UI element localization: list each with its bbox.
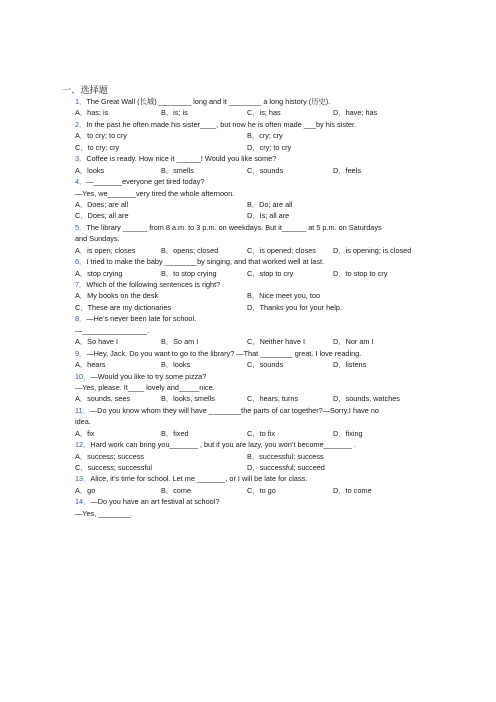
options-row [75, 485, 435, 496]
question-number: 12． [75, 440, 91, 450]
question-stem [75, 256, 435, 267]
answer-option: A．sounds, sees [75, 394, 131, 404]
answer-option: B．is; is [161, 108, 188, 118]
question-stem-continued [75, 508, 435, 519]
answer-option: D．sounds, watches [333, 394, 400, 404]
question-number: 6． [75, 257, 87, 267]
answer-option: C．Does; all are [75, 211, 129, 221]
question-text: The Great Wall (长城) ________ long and it ________ a long history (历史). [86, 97, 331, 106]
answer-option: C．is; has [247, 108, 281, 118]
answer-option: C．to cry; cry [75, 142, 120, 152]
question-stem [75, 313, 435, 324]
answer-option: B．fixed [161, 428, 189, 438]
options-row [75, 336, 435, 347]
question-number: 14． [75, 497, 91, 507]
question-number: 8． [75, 314, 87, 324]
options-row [75, 245, 435, 256]
question-item [75, 348, 435, 371]
question-number: 10． [75, 371, 91, 381]
question-item [75, 256, 435, 279]
question-item [75, 405, 435, 439]
question-text: —________________. [75, 325, 150, 335]
answer-option: A．is open; closes [75, 245, 136, 255]
answer-option: D．cry; to cry [247, 142, 292, 152]
answer-option: B．to stop crying [161, 268, 217, 278]
answer-option: D．successful; succeed [247, 463, 325, 472]
answer-option: A．has; is [75, 108, 109, 118]
answer-option: C．hears, turns [247, 394, 299, 404]
answer-option: B．cry; cry [247, 131, 283, 141]
answer-option: A．success; success [75, 451, 144, 461]
answer-option: B．come [161, 485, 192, 495]
answer-option: B．Do; are all [247, 199, 293, 209]
answer-option: A．hears [75, 360, 106, 370]
question-stem [75, 176, 435, 187]
question-stem [75, 153, 435, 164]
answer-option: D．have; has [333, 108, 378, 118]
options-row [75, 451, 435, 462]
question-item [75, 473, 435, 496]
answer-option: A．go [75, 485, 96, 495]
section-title: 一、选择题 [62, 85, 108, 95]
options-row [75, 393, 435, 404]
options-row [75, 165, 435, 176]
question-number: 11． [75, 405, 90, 415]
answer-option: A．looks [75, 165, 105, 175]
answer-option: C．is opened; closes [247, 245, 316, 255]
answer-option: D．fixing [333, 428, 363, 438]
options-row [75, 130, 435, 141]
options-row [75, 302, 435, 313]
options-row [75, 462, 435, 473]
question-text: —Do you have an art festival at school? [90, 497, 220, 507]
question-item [75, 279, 435, 313]
answer-option: C．Neither have I [247, 337, 305, 347]
answer-option: D．listens [333, 360, 367, 370]
question-item [75, 313, 435, 347]
answer-option: A．My books on the desk [75, 291, 159, 301]
options-row [75, 268, 435, 279]
question-text: I tried to make the baby ________by singing, and that worked well at last. [86, 257, 325, 267]
answer-option: C．sounds [247, 165, 284, 175]
answer-option: A．Does; are all [75, 199, 129, 209]
options-row [75, 107, 435, 118]
answer-option: D．Thanks you for your help. [247, 302, 342, 312]
question-stem [75, 96, 435, 107]
question-text: Coffee is ready. How nice it ______! Would you like some? [86, 154, 277, 164]
question-text: —Hey, Jack. Do you want to go to the library? —That ________ great. I love reading. [86, 348, 362, 358]
question-stem-continued [75, 188, 435, 199]
question-text: Hard work can bring you_______ , but if you are lazy, you won’t become_______ . [90, 440, 356, 450]
question-stem-continued [75, 325, 435, 336]
question-number: 3． [75, 154, 87, 164]
answer-option: C．success; successful [75, 463, 153, 472]
question-item [75, 119, 435, 153]
answer-option: A．to cry; to cry [75, 131, 127, 141]
answer-option: C．to go [247, 485, 276, 495]
answer-option: D．feels [333, 165, 361, 175]
options-row [75, 359, 435, 370]
question-number: 2． [75, 119, 87, 129]
question-item [75, 371, 435, 405]
answer-option: C．These are my dictionaries [75, 302, 172, 312]
question-stem-continued [75, 382, 435, 393]
question-number: 9． [75, 348, 87, 358]
question-stem [75, 119, 435, 130]
options-row [75, 290, 435, 301]
question-text: The library ______ from 8 a.m. to 3 p.m. on weekdays. But it______ at 5 p.m. on Saturdays [86, 222, 382, 232]
answer-option: B．Nice meet you, too [247, 291, 321, 301]
question-stem-continued [75, 233, 435, 244]
question-stem [75, 439, 435, 450]
question-number: 1． [75, 97, 87, 106]
question-stem [75, 496, 435, 507]
question-text: Which of the following sentences is right? [86, 280, 221, 289]
answer-option: B．So am I [161, 337, 199, 347]
answer-option: A．stop crying [75, 268, 123, 278]
answer-option: D．Nor am I [333, 337, 374, 347]
options-row [75, 142, 435, 153]
answer-option: D．is opening; is closed [333, 245, 412, 255]
question-stem [75, 371, 435, 382]
question-text: In the past he often made his sister____, but now he is often made ___by his sister. [86, 119, 357, 129]
question-list [75, 96, 435, 519]
question-stem [75, 473, 435, 484]
question-stem [75, 348, 435, 359]
question-number: 5． [75, 222, 87, 232]
question-item [75, 496, 435, 519]
question-text: —Yes, please. It____ lovely and_____nice. [75, 382, 215, 392]
question-item [75, 222, 435, 256]
answer-option: B．looks, smells [161, 394, 215, 404]
question-item [75, 176, 435, 222]
answer-option: C．stop to cry [247, 268, 294, 278]
question-number: 7． [75, 280, 87, 289]
question-stem [75, 279, 435, 290]
options-row [75, 210, 435, 221]
question-text: —Do you know whom they will have ________the parts of car together?—Sorry,I have no [89, 405, 379, 415]
question-text: —Yes, we_______very tired the whole afternoon. [75, 188, 235, 198]
answer-option: C．sounds [247, 360, 284, 370]
question-stem-continued [75, 416, 435, 427]
answer-option: C．to fix [247, 428, 275, 438]
question-item [75, 153, 435, 176]
answer-option: B．opens; closed [161, 245, 219, 255]
answer-option: D．to come [333, 485, 372, 495]
question-text: Alice, it’s time for school. Let me _______, or I will be late for class. [90, 474, 308, 484]
question-item [75, 439, 435, 473]
answer-option: B．smells [161, 165, 194, 175]
question-stem [75, 222, 435, 233]
question-text: —_______everyone get tired today? [86, 177, 205, 187]
question-text: —Would you like to try some pizza? [90, 371, 207, 381]
answer-option: D．Is; all are [247, 211, 290, 221]
answer-option: D．to stop to cry [333, 268, 388, 278]
answer-option: A．So have I [75, 337, 118, 347]
question-stem [75, 405, 435, 416]
options-row [75, 199, 435, 210]
question-text: and Sundays. [75, 234, 120, 244]
answer-option: A．fix [75, 428, 95, 438]
question-number: 4． [75, 177, 87, 187]
answer-option: B．looks [161, 360, 191, 370]
question-number: 13． [75, 474, 91, 484]
answer-option: B．successful; success [247, 451, 324, 461]
options-row [75, 428, 435, 439]
question-text: —He’s never been late for school. [86, 314, 197, 324]
question-item [75, 96, 435, 119]
question-text: —Yes, ________. [75, 508, 133, 518]
question-text: idea. [75, 417, 91, 427]
